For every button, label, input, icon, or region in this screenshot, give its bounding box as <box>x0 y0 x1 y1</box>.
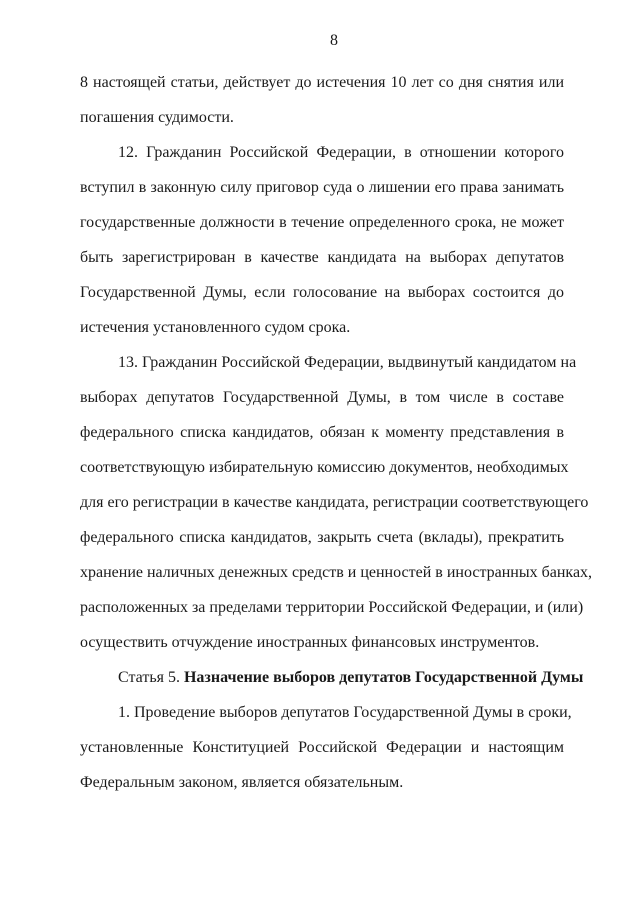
paragraph-line: вступил в законную силу приговор суда о лишении его права занимать <box>80 179 564 196</box>
paragraph-line: Федеральным законом, является обязательным. <box>80 774 404 791</box>
paragraph-line: установленные Конституцией Российской Федерации и настоящим <box>80 739 564 756</box>
article-label: Статья 5. <box>118 669 180 686</box>
paragraph-line: погашения судимости. <box>80 109 234 126</box>
paragraph-line: 13. Гражданин Российской Федерации, выдвинутый кандидатом на <box>118 354 577 371</box>
paragraph-line: осуществить отчуждение иностранных финансовых инструментов. <box>80 634 540 651</box>
paragraph-line: 1. Проведение выборов депутатов Государственной Думы в сроки, <box>118 704 572 721</box>
paragraph-line: выборах депутатов Государственной Думы, в том числе в составе <box>80 389 564 406</box>
paragraph-line: расположенных за пределами территории Российской Федерации, и (или) <box>80 599 584 616</box>
paragraph-line: для его регистрации в качестве кандидата, регистрации соответствующего <box>80 494 589 511</box>
article-title: Назначение выборов депутатов Государственной Думы <box>183 669 584 686</box>
article-heading <box>118 668 584 688</box>
page-number: 8 <box>330 32 338 49</box>
paragraph-line: Государственной Думы, если голосование на выборах состоится до <box>80 284 564 301</box>
paragraph-line: 8 настоящей статьи, действует до истечения 10 лет со дня снятия или <box>80 74 564 91</box>
paragraph-line: быть зарегистрирован в качестве кандидата на выборах депутатов <box>80 249 564 266</box>
paragraph-line: истечения установленного судом срока. <box>80 319 351 336</box>
paragraph-line: 12. Гражданин Российской Федерации, в отношении которого <box>118 144 564 161</box>
paragraph-line: федерального списка кандидатов, закрыть счета (вклады), прекратить <box>80 529 564 546</box>
paragraph-line: хранение наличных денежных средств и ценностей в иностранных банках, <box>80 564 593 581</box>
paragraph-line: государственные должности в течение определенного срока, не может <box>80 214 564 231</box>
paragraph-line: федерального списка кандидатов, обязан к моменту представления в <box>80 424 564 441</box>
paragraph-line: соответствующую избирательную комиссию документов, необходимых <box>80 459 569 476</box>
